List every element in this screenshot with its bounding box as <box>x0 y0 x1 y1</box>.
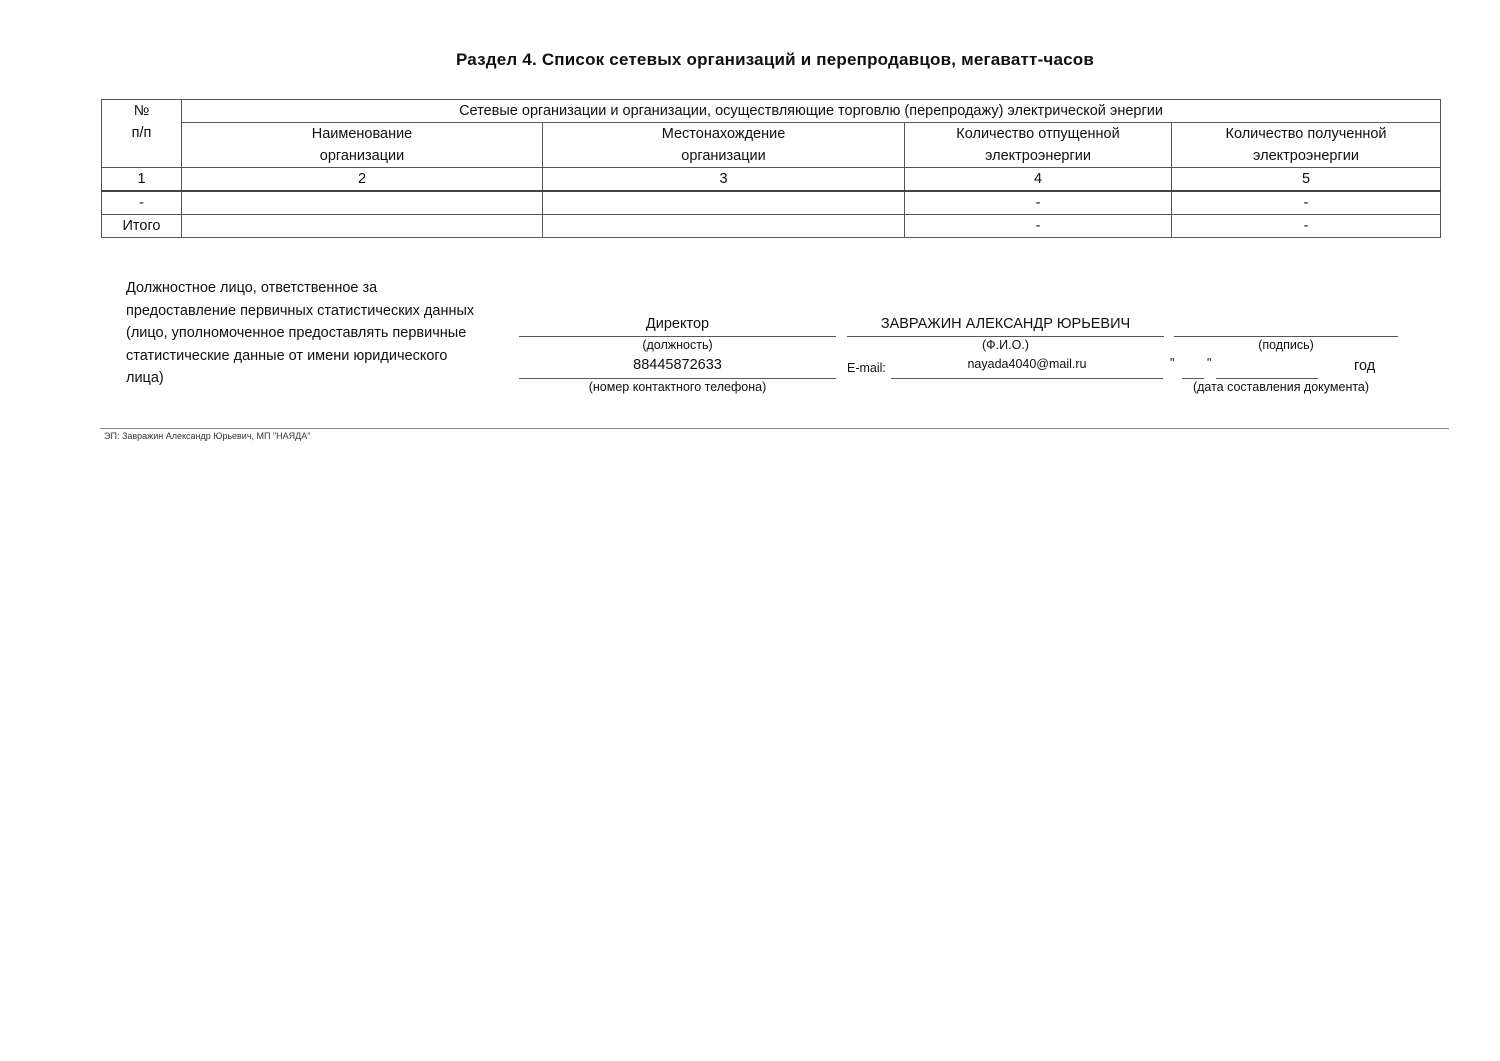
electronic-signature-note: ЭП: Завражин Александр Юрьевич, МП "НАЯДА" <box>104 431 311 441</box>
date-month-underline <box>1216 378 1318 379</box>
header-column-location-line1: Местонахождение <box>661 126 786 142</box>
header-column-received-line2: электроэнергии <box>1253 148 1359 164</box>
signature-caption: (подпись) <box>1258 338 1314 352</box>
table-cell <box>543 215 905 238</box>
table-total-row <box>102 215 1441 238</box>
fio-caption: (Ф.И.О.) <box>982 338 1029 352</box>
header-column-released <box>905 123 1172 168</box>
table-cell <box>182 215 543 238</box>
header-group-cell: Сетевые организации и организации, осуществляющие торговлю (перепродажу) электрической энергии <box>182 100 1441 123</box>
date-quote-open: " <box>1170 356 1175 370</box>
phone-caption: (номер контактного телефона) <box>588 380 767 394</box>
header-column-name-line1: Наименование <box>311 126 413 142</box>
column-numbers-row <box>102 168 1441 192</box>
table-header-row-2 <box>102 123 1441 168</box>
table-cell <box>182 191 543 215</box>
table-row <box>102 191 1441 215</box>
section-title: Раздел 4. Список сетевых организаций и перепродавцов, мегаватт-часов <box>455 50 1095 69</box>
column-number-cell: 3 <box>543 168 905 192</box>
header-column-received-line1: Количество полученной <box>1225 126 1387 142</box>
table-cell: - <box>102 191 182 215</box>
position-value: Директор <box>645 316 710 332</box>
responsible-person-text: Должностное лицо, ответственное за предоставление первичных статистических данных (лицо, уполномоченное предоставлять первичные статистические данные от имени юридического лица) <box>126 280 475 386</box>
email-underline <box>891 378 1163 379</box>
fio-value: ЗАВРАЖИН АЛЕКСАНДР ЮРЬЕВИЧ <box>880 316 1131 332</box>
date-caption: (дата составления документа) <box>1192 380 1370 394</box>
email-value: nayada4040@mail.ru <box>967 357 1087 371</box>
column-number-cell: 5 <box>1172 168 1441 192</box>
position-caption: (должность) <box>642 338 713 352</box>
header-column-received <box>1172 123 1441 168</box>
phone-underline <box>519 378 836 379</box>
header-column-released-line1: Количество отпущенной <box>956 126 1120 142</box>
table-header-row-1 <box>102 100 1441 123</box>
table-cell: - <box>905 191 1172 215</box>
header-column-name-line2: организации <box>319 148 405 164</box>
organizations-table <box>101 99 1441 238</box>
email-label: E-mail: <box>847 361 886 375</box>
fio-underline <box>847 336 1164 337</box>
phone-value: 88445872633 <box>633 357 722 373</box>
column-number-cell: 2 <box>182 168 543 192</box>
table-cell: - <box>905 215 1172 238</box>
header-number-line1: № <box>133 103 150 119</box>
date-day-underline <box>1182 378 1204 379</box>
column-number-cell: 1 <box>102 168 182 192</box>
header-number-line2: п/п <box>131 125 152 141</box>
header-column-location-line2: организации <box>681 148 766 164</box>
table-cell: Итого <box>102 215 182 238</box>
position-underline <box>519 336 836 337</box>
header-column-released-line2: электроэнергии <box>985 148 1091 164</box>
table-cell <box>543 191 905 215</box>
year-label: год <box>1354 358 1376 374</box>
signature-underline <box>1174 336 1398 337</box>
header-column-location <box>543 123 905 168</box>
header-number-cell <box>102 100 182 168</box>
table-cell: - <box>1172 215 1441 238</box>
date-quote-close: " <box>1207 356 1212 370</box>
table-cell: - <box>1172 191 1441 215</box>
column-number-cell: 4 <box>905 168 1172 192</box>
footer-divider <box>100 428 1449 429</box>
header-column-name <box>182 123 543 168</box>
